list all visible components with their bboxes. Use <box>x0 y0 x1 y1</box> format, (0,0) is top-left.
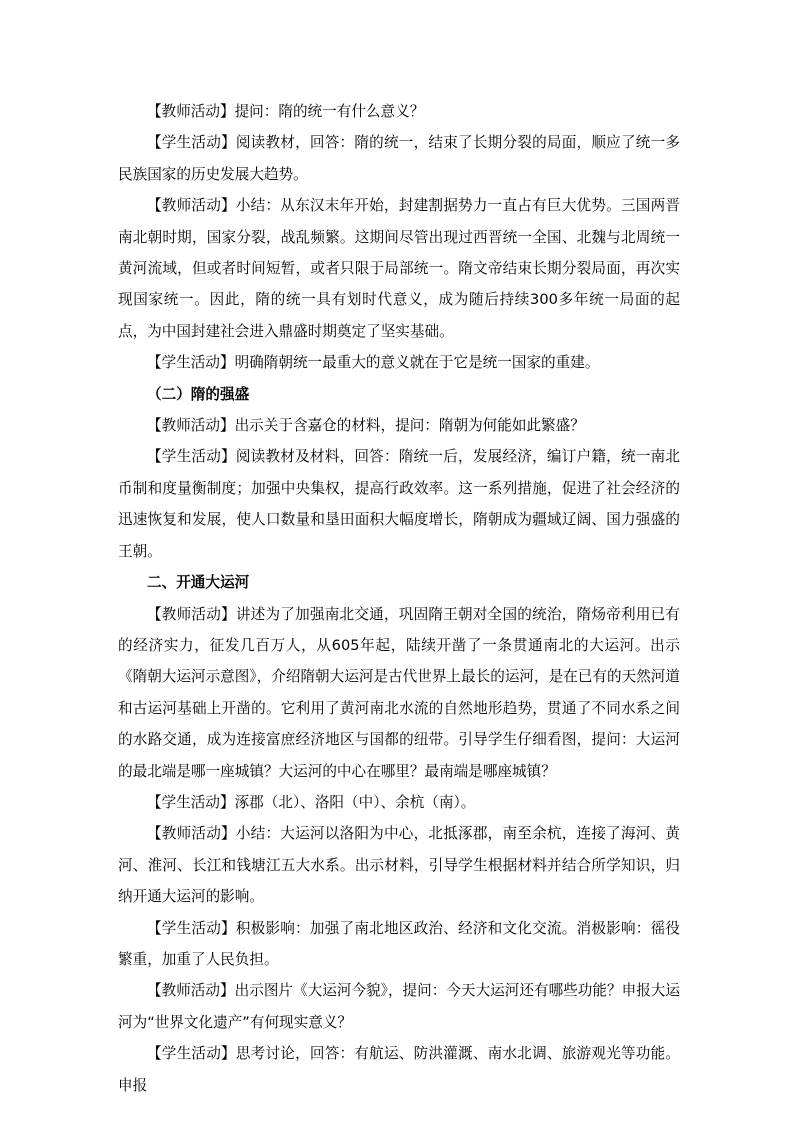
role-label: 【教师活动】 <box>147 825 236 843</box>
paragraph-text: 涿郡（北）、洛阳（中）、余杭（南）。 <box>234 793 476 811</box>
section-heading <box>118 567 680 598</box>
paragraph-text: 提问：隋的统一有什么意义？ <box>234 103 425 120</box>
paragraph-text: 出示图片《大运河今貌》，提问：今天大运河还有哪些功能？申报大运河为“世界文化遗产”有何现实意义？ <box>118 982 680 1031</box>
paragraph-text: 出示关于含嘉仓的材料，提问：隋朝为何能如此繁盛？ <box>234 417 585 435</box>
paragraph-text: 思考讨论，回答：有航运、防洪灌溉、南水北调、旅游观光等功能。申报 <box>118 1045 680 1094</box>
role-label: 【学生活动】 <box>147 354 235 372</box>
role-label: 【学生活动】 <box>147 134 236 152</box>
role-label: 【学生活动】 <box>147 448 236 466</box>
heading-text: （二）隋的强盛 <box>147 385 250 403</box>
paragraph <box>118 818 680 912</box>
paragraph-text: 讲述为了加强南北交通，巩固隋王朝对全国的统治，隋炀帝利用已有的经济实力，征发几百万人，从605年起，陆续开凿了一条贯通南北的大运河。出示《隋朝大运河示意图》，介绍隋朝大运河是古代世界上最长的运河，是在已有的天然河道和古运河基础上开凿的。它利用了黄河南北水流的自然地形趋势，贯通了不同水系之间的水路交通，成为连接富庶经济地区与国都的纽带。引导学生仔细看图，提问：大运河的最北端是哪一座城镇？大运河的中心在哪里？最南端是哪座城镇？ <box>118 605 680 780</box>
heading-text: 二、开通大运河 <box>147 574 250 592</box>
paragraph <box>118 347 680 378</box>
role-label: 【教师活动】 <box>147 605 236 623</box>
role-label: 【教师活动】 <box>147 982 235 1000</box>
paragraph <box>118 96 680 127</box>
paragraph <box>118 127 680 190</box>
paragraph-text: 小结：从东汉末年开始，封建割据势力一直占有巨大优势。三国两晋南北朝时期，国家分裂，战乱频繁。这期间尽管出现过西晋统一全国、北魏与北周统一黄河流域，但或者时间短暂，或者只限于局部统一。隋文帝结束长期分裂局面，再次实现国家统一。因此，隋的统一具有划时代意义，成为随后持续300多年统一局面的起点，为中国封建社会进入鼎盛时期奠定了坚实基础。 <box>118 197 680 340</box>
paragraph <box>118 787 680 818</box>
role-label: 【教师活动】 <box>147 197 236 215</box>
role-label: 【学生活动】 <box>147 793 235 811</box>
role-label: 【学生活动】 <box>147 1045 236 1063</box>
section-heading <box>118 379 680 410</box>
role-label: 【学生活动】 <box>147 919 236 937</box>
paragraph <box>118 1038 680 1101</box>
paragraph <box>118 975 680 1038</box>
paragraph-text: 阅读教材，回答：隋的统一，结束了长期分裂的局面，顺应了统一多民族国家的历史发展大趋势。 <box>118 134 680 183</box>
paragraph <box>118 599 680 787</box>
document-body <box>118 96 680 1101</box>
role-label: 【教师活动】 <box>147 417 235 435</box>
paragraph-text: 小结：大运河以洛阳为中心，北抵涿郡，南至余杭，连接了海河、黄河、淮河、长江和钱塘江五大水系。出示材料，引导学生根据材料并结合所学知识，归纳开通大运河的影响。 <box>118 825 680 906</box>
paragraph-text: 明确隋朝统一最重大的意义就在于它是统一国家的重建。 <box>234 354 600 372</box>
paragraph <box>118 410 680 441</box>
paragraph-text: 积极影响：加强了南北地区政治、经济和文化交流。消极影响：徭役繁重，加重了人民负担。 <box>118 919 680 968</box>
role-label: 【教师活动】 <box>147 103 235 120</box>
paragraph-text: 阅读教材及材料，回答：隋统一后，发展经济，编订户籍，统一南北币制和度量衡制度；加强中央集权，提高行政效率。这一系列措施，促进了社会经济的迅速恢复和发展，使人口数量和垦田面积大幅度增长，隋朝成为疆域辽阔、国力强盛的王朝。 <box>118 448 680 560</box>
paragraph <box>118 913 680 976</box>
paragraph <box>118 190 680 347</box>
paragraph <box>118 441 680 567</box>
